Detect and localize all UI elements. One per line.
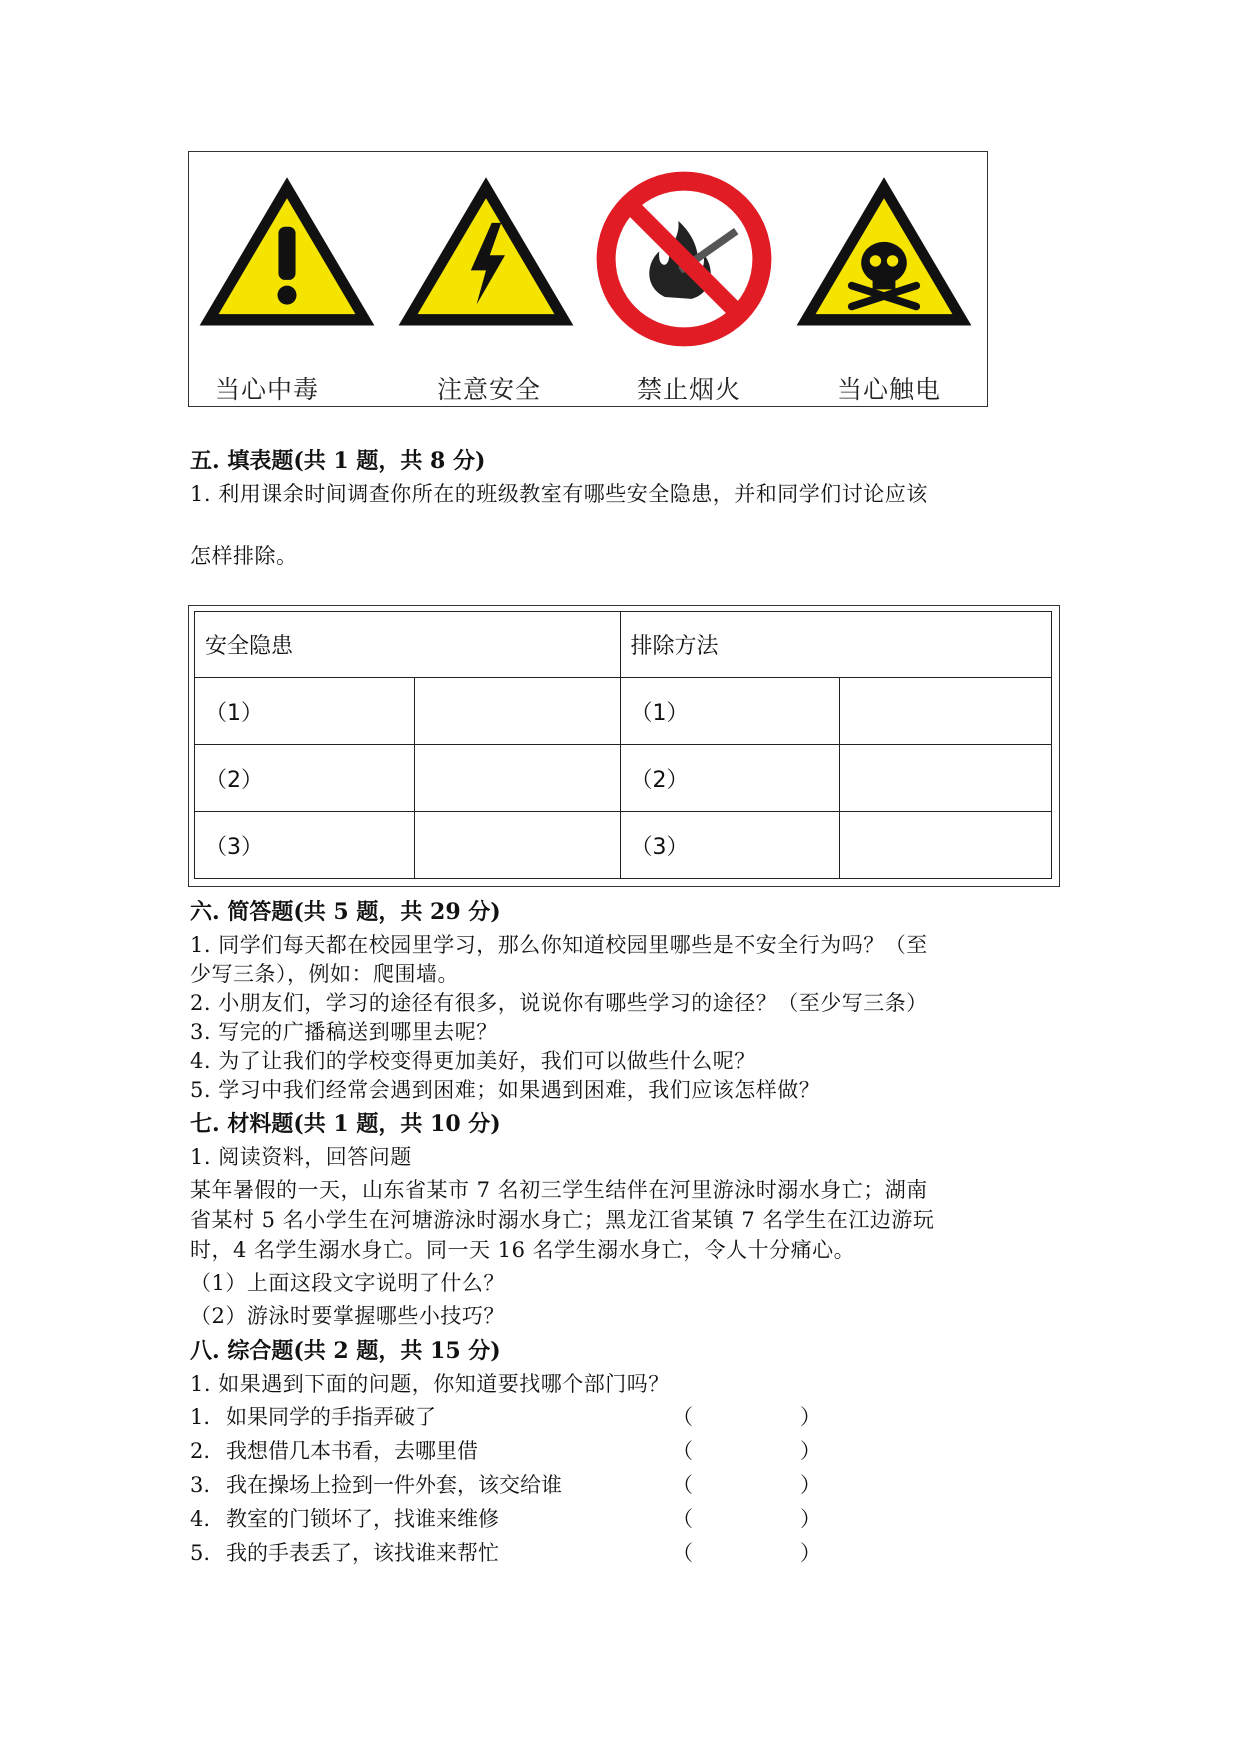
answer-paren-open: （ bbox=[672, 1439, 693, 1463]
list-item bbox=[190, 1401, 436, 1431]
answer-paren-close: ） bbox=[800, 1473, 821, 1497]
safety-signs-panel bbox=[188, 151, 988, 407]
answer-paren-open: （ bbox=[672, 1541, 693, 1565]
item-text: 如果同学的手指弄破了 bbox=[226, 1405, 436, 1429]
section5-question-line2: 怎样排除。 bbox=[190, 544, 298, 568]
hazard-answer-cell[interactable] bbox=[414, 678, 620, 745]
table-row bbox=[195, 745, 1052, 812]
method-number-cell: （2） bbox=[620, 745, 840, 812]
item-number: 1. bbox=[190, 1405, 211, 1429]
header-method: 排除方法 bbox=[620, 612, 1052, 678]
hazard-answer-cell[interactable] bbox=[414, 812, 620, 879]
method-answer-cell[interactable] bbox=[840, 745, 1052, 812]
method-answer-cell[interactable] bbox=[840, 812, 1052, 879]
item-text: 教室的门锁坏了，找谁来维修 bbox=[226, 1507, 499, 1531]
section6-line: 4. 为了让我们的学校变得更加美好，我们可以做些什么呢？ bbox=[190, 1049, 756, 1073]
no-fire-icon bbox=[589, 164, 779, 354]
item-text: 我的手表丢了，该找谁来帮忙 bbox=[226, 1541, 499, 1565]
hazard-answer-cell[interactable] bbox=[414, 745, 620, 812]
skull-warning-icon bbox=[789, 164, 979, 354]
answer-paren-close: ） bbox=[800, 1405, 821, 1429]
section7-subquestion: （1）上面这段文字说明了什么？ bbox=[190, 1271, 505, 1295]
sign-label-4: 当心触电 bbox=[837, 375, 942, 404]
exclamation-warning-icon bbox=[192, 164, 382, 354]
section7-passage-line: 某年暑假的一天，山东省某市 7 名初三学生结伴在河里游泳时溺水身亡；湖南 bbox=[190, 1178, 928, 1202]
section7-line: 1. 阅读资料，回答问题 bbox=[190, 1145, 412, 1169]
hazard-table-frame bbox=[188, 605, 1060, 887]
sign-label-3: 禁止烟火 bbox=[637, 375, 742, 404]
answer-paren-close: ） bbox=[800, 1541, 821, 1565]
answer-paren-close: ） bbox=[800, 1507, 821, 1531]
section7-passage-line: 时，4 名学生溺水身亡。同一天 16 名学生溺水身亡，令人十分痛心。 bbox=[190, 1238, 856, 1262]
item-text: 我想借几本书看，去哪里借 bbox=[226, 1439, 478, 1463]
section8-intro: 1. 如果遇到下面的问题，你知道要找哪个部门吗？ bbox=[190, 1372, 670, 1396]
hazard-number-cell: （3） bbox=[195, 812, 415, 879]
section8-heading: 八. 综合题(共 2 题，共 15 分) bbox=[190, 1338, 501, 1364]
section5-heading: 五. 填表题(共 1 题，共 8 分) bbox=[190, 448, 486, 474]
hazard-number-cell: （1） bbox=[195, 678, 415, 745]
list-item bbox=[190, 1469, 562, 1499]
answer-paren-open: （ bbox=[672, 1473, 693, 1497]
answer-paren-close: ） bbox=[800, 1439, 821, 1463]
header-hazard: 安全隐患 bbox=[195, 612, 621, 678]
section6-line: 2. 小朋友们，学习的途径有很多，说说你有哪些学习的途径？（至少写三条） bbox=[190, 991, 928, 1015]
list-item bbox=[190, 1537, 499, 1567]
section7-subquestion: （2）游泳时要掌握哪些小技巧？ bbox=[190, 1304, 505, 1328]
item-number: 3. bbox=[190, 1473, 211, 1497]
section6-line: 5. 学习中我们经常会遇到困难；如果遇到困难，我们应该怎样做？ bbox=[190, 1078, 821, 1102]
section6-line: 1. 同学们每天都在校园里学习，那么你知道校园里哪些是不安全行为吗？（至 bbox=[190, 933, 928, 957]
hazard-number-cell: （2） bbox=[195, 745, 415, 812]
section6-line: 少写三条），例如：爬围墙。 bbox=[190, 962, 459, 986]
lightning-warning-icon bbox=[391, 164, 581, 354]
table-row bbox=[195, 812, 1052, 879]
section6-heading: 六. 简答题(共 5 题，共 29 分) bbox=[190, 899, 501, 925]
item-number: 5. bbox=[190, 1541, 211, 1565]
section6-line: 3. 写完的广播稿送到哪里去呢？ bbox=[190, 1020, 498, 1044]
answer-paren-open: （ bbox=[672, 1405, 693, 1429]
section7-heading: 七. 材料题(共 1 题，共 10 分) bbox=[190, 1111, 501, 1137]
answer-paren-open: （ bbox=[672, 1507, 693, 1531]
method-answer-cell[interactable] bbox=[840, 678, 1052, 745]
method-number-cell: （3） bbox=[620, 812, 840, 879]
method-number-cell: （1） bbox=[620, 678, 840, 745]
item-text: 我在操场上捡到一件外套，该交给谁 bbox=[226, 1473, 562, 1497]
list-item bbox=[190, 1435, 478, 1465]
section5-question-line1: 1. 利用课余时间调查你所在的班级教室有哪些安全隐患，并和同学们讨论应该 bbox=[190, 482, 928, 506]
table-row bbox=[195, 678, 1052, 745]
sign-label-1: 当心中毒 bbox=[215, 375, 320, 404]
section7-passage-line: 省某村 5 名小学生在河塘游泳时溺水身亡；黑龙江省某镇 7 名学生在江边游玩 bbox=[190, 1208, 935, 1232]
table-header-row bbox=[195, 612, 1052, 678]
item-number: 2. bbox=[190, 1439, 211, 1463]
list-item bbox=[190, 1503, 499, 1533]
sign-label-2: 注意安全 bbox=[437, 375, 542, 404]
item-number: 4. bbox=[190, 1507, 211, 1531]
hazard-table bbox=[194, 611, 1052, 879]
